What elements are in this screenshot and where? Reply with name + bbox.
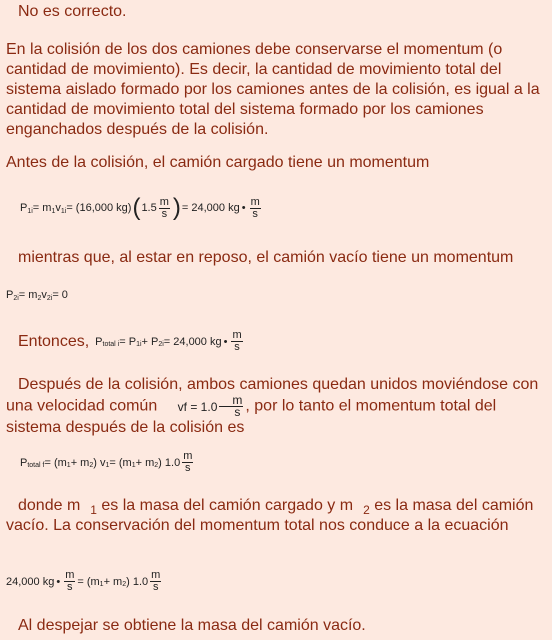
paragraph-before-collision: Antes de la colisión, el camión cargado tiene un momentum	[6, 154, 430, 171]
equation-total-initial: P total i = P 1i + P 2i = 24,000 kg • $\frac{m}{s}$	[95, 329, 242, 353]
paragraph-empty-truck: mientras que, al estar en reposo, el camión vacío tiene un momentum	[18, 249, 514, 266]
paragraph-verdict: No es correcto.	[18, 3, 127, 20]
equation-conservation: 24,000 kg • $\frac{m}{s}$ = (m 1 + m 2 ) 1.0 $\frac{m}{s}$	[6, 569, 161, 593]
equation-final-velocity: vf = 1.0 $\frac{m}{s}$	[177, 393, 243, 419]
equation-momentum-empty-truck: P 2i = m 2 v 2i = 0	[6, 289, 68, 302]
paragraph-solve: Al despejar se obtiene la masa del camión vacío.	[18, 617, 366, 634]
paragraph-then	[6, 330, 546, 353]
paragraph-after-collision: Después de la colisión, ambos camiones quedan unidos moviéndose con una velocidad común vf = 1.0 $\frac{m}{s}$ , por lo tanto el momentum total del sistema después de la colisión es	[6, 376, 539, 436]
then-label: Entonces,	[18, 332, 90, 350]
paragraph-where: donde m $_1$ es la masa del camión cargado y m $_2$ es la masa del camión vacío. La conservación del momentum total nos conduce a la ecuación	[6, 497, 534, 534]
equation-momentum-loaded-truck: P 1i = m 1 v 1i = (16,000 kg) ( 1.5 $\frac{m}{s}$ ) = 24,000 kg • $\frac{m}{s}$	[20, 194, 260, 221]
paragraph-explanation: En la colisión de los dos camiones debe conservarse el momentum (o cantidad de movimiento). Es decir, la cantidad de movimiento total del sistema aislado formado por los camiones antes de la colisión, es igual a la cantidad de movimiento total del sistema formado por los camiones enganchados después de la colisión.	[6, 41, 540, 138]
equation-total-final: P total f = (m 1 + m 2 ) v 1 = (m 1 + m 2 ) 1.0 $\frac{m}{s}$	[20, 450, 193, 474]
